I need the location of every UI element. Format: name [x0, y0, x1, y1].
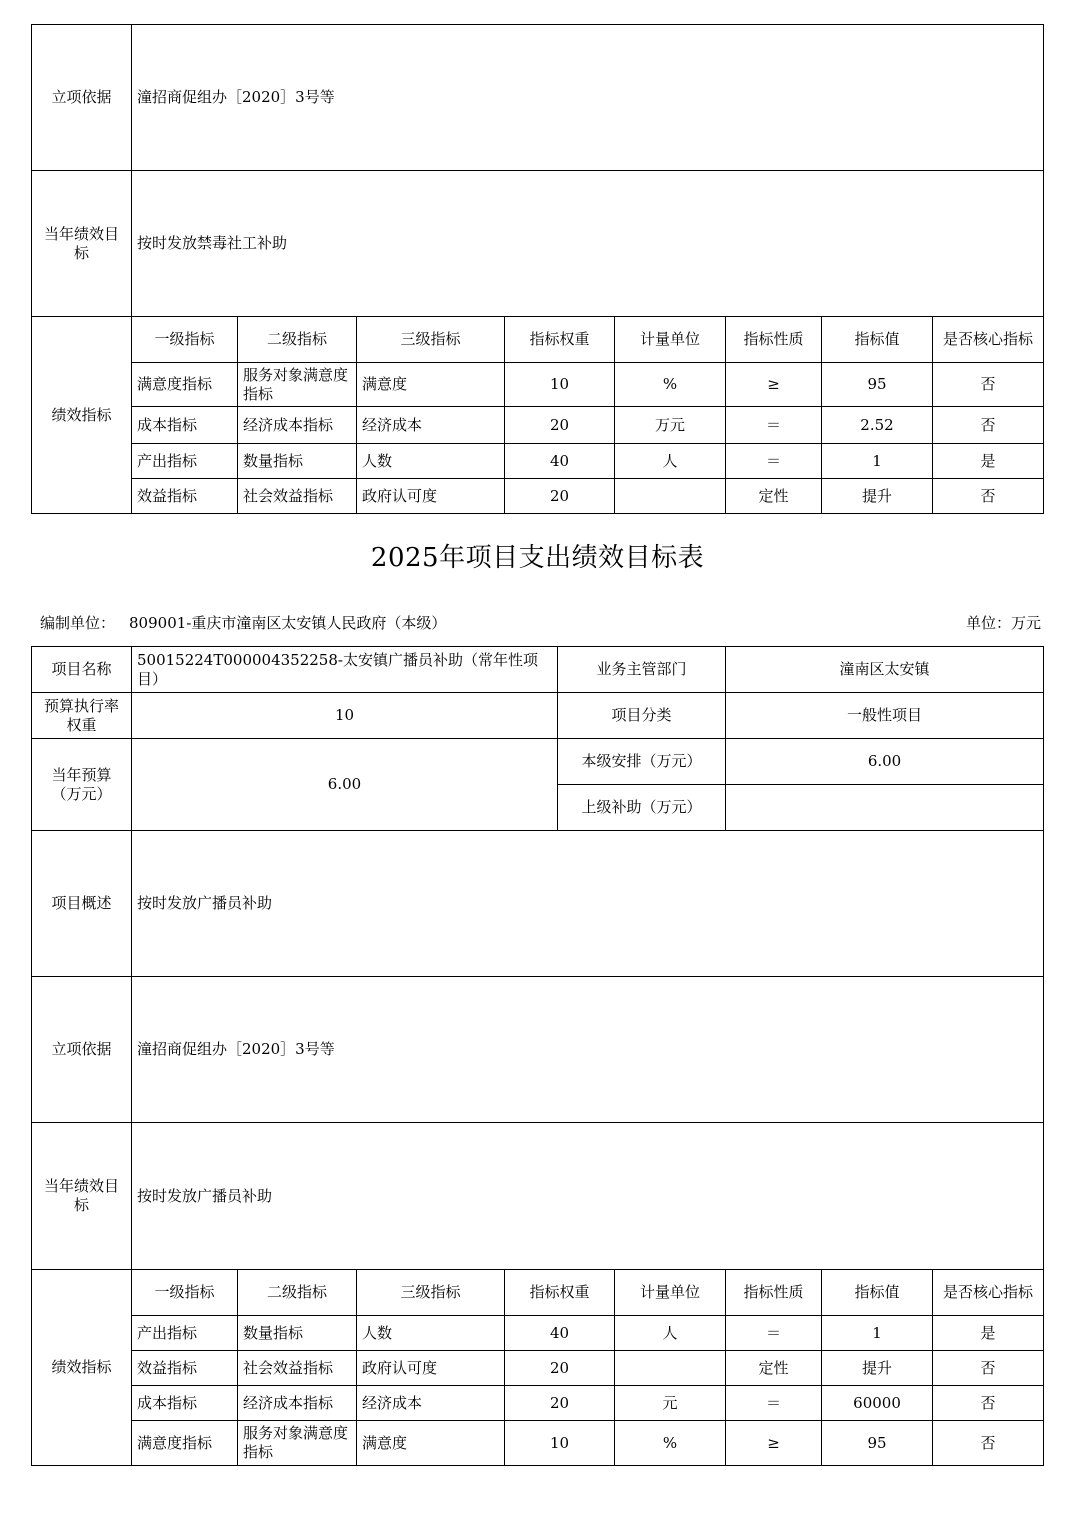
cell-nature: 定性	[726, 479, 822, 514]
cell-core: 否	[933, 1386, 1044, 1421]
indicator-header-row	[32, 1270, 1044, 1316]
cell-l2: 社会效益指标	[238, 479, 357, 514]
goal-label: 当年绩效目标	[32, 1123, 132, 1270]
cell-unit: 人	[615, 1316, 726, 1351]
cell-nature: ≥	[726, 363, 822, 407]
cell-l1: 产出指标	[132, 444, 238, 479]
cell-l1: 效益指标	[132, 479, 238, 514]
overview-value: 按时发放广播员补助	[132, 831, 1044, 977]
org-line	[40, 612, 446, 634]
cell-unit: %	[615, 1421, 726, 1466]
cell-weight: 40	[505, 1316, 615, 1351]
cell-value: 2.52	[822, 407, 933, 444]
budget-value: 6.00	[132, 739, 558, 831]
cell-l1: 满意度指标	[132, 1421, 238, 1466]
cell-unit: 人	[615, 444, 726, 479]
cell-nature: 定性	[726, 1351, 822, 1386]
cell-unit	[615, 1351, 726, 1386]
header-value: 指标值	[822, 1270, 933, 1316]
table-row	[32, 444, 1044, 479]
org-value: 809001-重庆市潼南区太安镇人民政府（本级）	[129, 614, 447, 632]
dept-label: 业务主管部门	[558, 647, 726, 693]
budget-label: 当年预算（万元）	[32, 739, 132, 831]
cell-nature: ≥	[726, 1421, 822, 1466]
cell-l1: 满意度指标	[132, 363, 238, 407]
header-weight: 指标权重	[505, 317, 615, 363]
unit-text: 单位：万元	[965, 614, 1041, 632]
header-core: 是否核心指标	[933, 317, 1044, 363]
cell-l3: 政府认可度	[357, 1351, 505, 1386]
cell-value: 提升	[822, 1351, 933, 1386]
overview-label: 项目概述	[32, 831, 132, 977]
table-row	[32, 1386, 1044, 1421]
project-name-value: 50015224T000004352258-太安镇广播员补助（常年性项目）	[132, 647, 558, 693]
cell-l3: 满意度	[357, 363, 505, 407]
cell-l2: 服务对象满意度指标	[238, 1421, 357, 1466]
cell-l2: 社会效益指标	[238, 1351, 357, 1386]
basis-value: 潼招商促组办［2020］3号等	[132, 25, 1044, 171]
cell-unit: 元	[615, 1386, 726, 1421]
dept-value: 潼南区太安镇	[726, 647, 1044, 693]
cell-value: 60000	[822, 1386, 933, 1421]
cell-core: 否	[933, 1421, 1044, 1466]
budget-rate-value: 10	[132, 693, 558, 739]
project-name-row	[32, 647, 1044, 693]
basis-value: 潼招商促组办［2020］3号等	[132, 977, 1044, 1123]
cell-weight: 40	[505, 444, 615, 479]
cell-l2: 数量指标	[238, 444, 357, 479]
basis-label: 立项依据	[32, 977, 132, 1123]
cell-weight: 20	[505, 1351, 615, 1386]
cell-nature: ＝	[726, 407, 822, 444]
cell-l1: 成本指标	[132, 1386, 238, 1421]
cell-value: 提升	[822, 479, 933, 514]
cell-core: 是	[933, 1316, 1044, 1351]
org-label: 编制单位：	[40, 614, 116, 632]
table-row	[32, 1351, 1044, 1386]
header-core: 是否核心指标	[933, 1270, 1044, 1316]
header-unit: 计量单位	[615, 317, 726, 363]
budget-rate-label: 预算执行率权重	[32, 693, 132, 739]
cell-l1: 产出指标	[132, 1316, 238, 1351]
table-row	[32, 1421, 1044, 1466]
header-weight: 指标权重	[505, 1270, 615, 1316]
indicator-label: 绩效指标	[32, 1270, 132, 1466]
indicator-label: 绩效指标	[32, 317, 132, 514]
performance-table-1	[31, 24, 1044, 514]
cell-l3: 人数	[357, 1316, 505, 1351]
header-value: 指标值	[822, 317, 933, 363]
cell-value: 95	[822, 363, 933, 407]
cell-l3: 经济成本	[357, 407, 505, 444]
header-l3: 三级指标	[357, 317, 505, 363]
cell-weight: 20	[505, 407, 615, 444]
header-nature: 指标性质	[726, 317, 822, 363]
cell-core: 否	[933, 407, 1044, 444]
budget-rate-row	[32, 693, 1044, 739]
table-row	[32, 407, 1044, 444]
cell-weight: 20	[505, 1386, 615, 1421]
cell-l1: 效益指标	[132, 1351, 238, 1386]
goal-value: 按时发放禁毒社工补助	[132, 171, 1044, 317]
cell-l2: 服务对象满意度指标	[238, 363, 357, 407]
cell-l3: 人数	[357, 444, 505, 479]
goal-row	[32, 1123, 1044, 1270]
page-title: 2025年项目支出绩效目标表	[370, 543, 705, 573]
cell-core: 否	[933, 479, 1044, 514]
basis-label: 立项依据	[32, 25, 132, 171]
superior-label: 上级补助（万元）	[558, 785, 726, 831]
header-unit: 计量单位	[615, 1270, 726, 1316]
category-value: 一般性项目	[726, 693, 1044, 739]
project-name-label: 项目名称	[32, 647, 132, 693]
cell-l3: 政府认可度	[357, 479, 505, 514]
cell-weight: 10	[505, 363, 615, 407]
goal-row	[32, 171, 1044, 317]
cell-core: 是	[933, 444, 1044, 479]
performance-table-2	[31, 646, 1044, 1466]
cell-l3: 满意度	[357, 1421, 505, 1466]
cell-weight: 10	[505, 1421, 615, 1466]
category-label: 项目分类	[558, 693, 726, 739]
cell-l2: 经济成本指标	[238, 407, 357, 444]
cell-nature: ＝	[726, 444, 822, 479]
cell-unit: 万元	[615, 407, 726, 444]
cell-value: 95	[822, 1421, 933, 1466]
indicator-header-row	[32, 317, 1044, 363]
goal-value: 按时发放广播员补助	[132, 1123, 1044, 1270]
basis-row	[32, 25, 1044, 171]
cell-l2: 数量指标	[238, 1316, 357, 1351]
overview-row	[32, 831, 1044, 977]
cell-unit	[615, 479, 726, 514]
cell-l2: 经济成本指标	[238, 1386, 357, 1421]
goal-label: 当年绩效目标	[32, 171, 132, 317]
header-l3: 三级指标	[357, 1270, 505, 1316]
header-nature: 指标性质	[726, 1270, 822, 1316]
table-row	[32, 363, 1044, 407]
basis-row	[32, 977, 1044, 1123]
table-row	[32, 1316, 1044, 1351]
cell-value: 1	[822, 444, 933, 479]
cell-value: 1	[822, 1316, 933, 1351]
cell-l3: 经济成本	[357, 1386, 505, 1421]
cell-unit: %	[615, 363, 726, 407]
cell-core: 否	[933, 1351, 1044, 1386]
budget-row	[32, 739, 1044, 785]
header-l1: 一级指标	[132, 1270, 238, 1316]
local-label: 本级安排（万元）	[558, 739, 726, 785]
cell-l1: 成本指标	[132, 407, 238, 444]
header-l2: 二级指标	[238, 1270, 357, 1316]
cell-core: 否	[933, 363, 1044, 407]
cell-nature: ＝	[726, 1386, 822, 1421]
cell-weight: 20	[505, 479, 615, 514]
header-l2: 二级指标	[238, 317, 357, 363]
cell-nature: ＝	[726, 1316, 822, 1351]
superior-value	[726, 785, 1044, 831]
header-l1: 一级指标	[132, 317, 238, 363]
table-row	[32, 479, 1044, 514]
local-value: 6.00	[726, 739, 1044, 785]
